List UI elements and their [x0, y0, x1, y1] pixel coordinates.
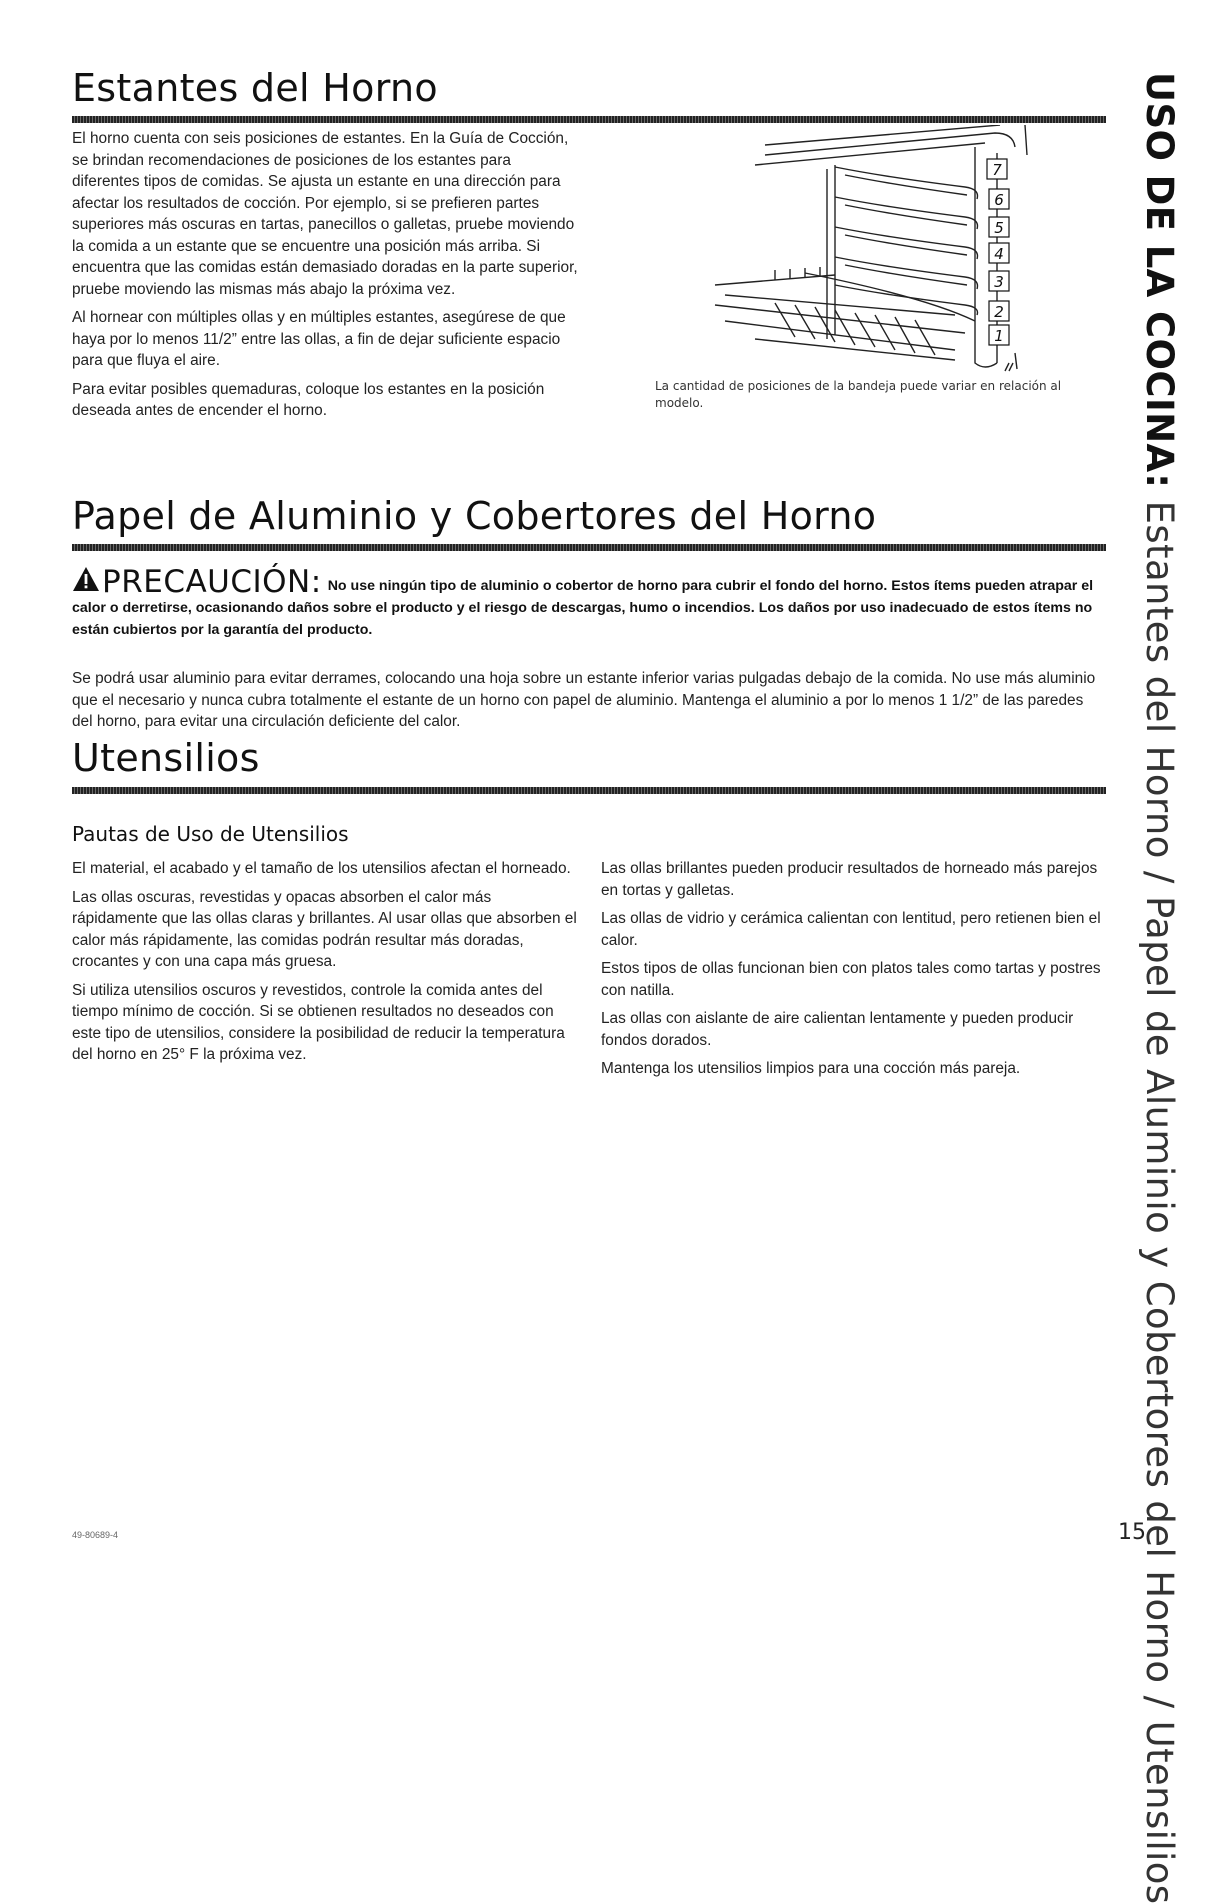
side-tab-title [1138, 72, 1181, 1904]
paragraph: Se podrá usar aluminio para evitar derrames, colocando una hoja sobre un estante inferior varias pulgadas debajo de la comida. No use más aluminio que el necesario y nunca cubra totalmente el estante de un horno con papel de aluminio. Mantenga el aluminio a por lo menos 1 1/2” de las paredes del horno, para evitar una circulación deficiente del calor. [72, 670, 1096, 730]
side-tab-topics: Estantes del Horno / Papel de Aluminio y Cobertores del Horno / Utensilios [1138, 500, 1181, 1904]
section-divider [72, 544, 1106, 551]
figure-caption: La cantidad de posiciones de la bandeja puede variar en relación al modelo. [655, 379, 1062, 410]
rack-label-3: 3 [994, 273, 1004, 291]
side-tab-section: USO DE LA COCINA: [1138, 72, 1181, 489]
rack-label-1: 1 [994, 327, 1004, 345]
paragraph: Las ollas de vidrio y cerámica calientan con lentitud, pero retienen bien el calor. [601, 910, 1101, 949]
paragraph: Estos tipos de ollas funcionan bien con platos tales como tartas y postres con natilla. [601, 960, 1101, 999]
oven-racks-text [72, 128, 582, 429]
paragraph: Mantenga los utensilios limpios para una cocción más pareja. [601, 1060, 1021, 1077]
paragraph: El horno cuenta con seis posiciones de estantes. En la Guía de Cocción, se brindan recomendaciones de posiciones de los estantes para diferentes tipos de comidas. Se ajusta un estante en una dirección para afectar los resultados de cocción. Por ejemplo, si se prefieren partes superiores más oscuras en tartas, panecillos o galletas, pruebe moviendo la comida a un estante que se encuentre una posición más arriba. Si encuentra que las comidas están demasiado doradas en la parte superior, pruebe moviendo las mismas más abajo la próxima vez. [72, 130, 578, 298]
warning-triangle-icon [72, 566, 100, 592]
section-divider [72, 787, 1106, 794]
section-title-oven-racks: Estantes del Horno [72, 66, 438, 110]
caution-notice [72, 566, 1108, 641]
section-title-cookware: Utensilios [72, 736, 260, 780]
rack-label-5: 5 [994, 219, 1004, 237]
oven-rack-illustration [655, 125, 1055, 375]
page-number: 15 [1118, 1520, 1146, 1545]
cookware-left-column [72, 858, 577, 1073]
paragraph: Al hornear con múltiples ollas y en múltiples estantes, asegúrese de que haya por lo menos 11/2” entre las ollas, a fin de dejar suficiente espacio para que fluya el aire. [72, 309, 566, 369]
paragraph: El material, el acabado y el tamaño de los utensilios afectan el horneado. [72, 860, 571, 877]
paragraph: Las ollas oscuras, revestidas y opacas absorben el calor más rápidamente que las ollas claras y brillantes. Al usar ollas que absorben el calor más rápidamente, las comidas podrán resultar más doradas, crocantes y con una capa más gruesa. [72, 888, 577, 970]
section-divider [72, 116, 1106, 123]
caution-label: PRECAUCIÓN: [102, 564, 322, 600]
paragraph: Las ollas con aislante de aire calientan lentamente y pueden producir fondos dorados. [601, 1010, 1074, 1049]
rack-label-2: 2 [994, 303, 1004, 321]
rack-label-7: 7 [992, 161, 1002, 179]
rack-label-4: 4 [994, 245, 1004, 263]
paragraph: Las ollas brillantes pueden producir resultados de horneado más parejos en tortas y galletas. [601, 860, 1098, 899]
paragraph: Para evitar posibles quemaduras, coloque los estantes en la posición deseada antes de encender el horno. [72, 380, 545, 419]
paragraph: Si utiliza utensilios oscuros y revestidos, controle la comida antes del tiempo mínimo de cocción. Si se obtienen resultados no deseados con este tipo de utensilios, considere la posibilidad de reducir la temperatura del horno en 25° F la próxima vez. [72, 981, 565, 1063]
rack-label-6: 6 [994, 191, 1004, 209]
document-code: 49-80689-4 [72, 1530, 119, 1540]
cookware-subtitle: Pautas de Uso de Utensilios [72, 822, 349, 846]
caution-text: No use ningún tipo de aluminio o cobertor de horno para cubrir el fondo del horno. Estos ítems pueden atrapar el calor o derretirse, ocasionando daños sobre el producto y el riesgo de descargas, humo o incendios. Los daños por uso inadecuado de estos ítems no están cubiertos por la garantía del producto. [72, 578, 1094, 638]
section-title-aluminum-foil: Papel de Aluminio y Cobertores del Horno [72, 494, 877, 538]
aluminum-text [72, 668, 1108, 740]
cookware-right-column [601, 858, 1101, 1087]
